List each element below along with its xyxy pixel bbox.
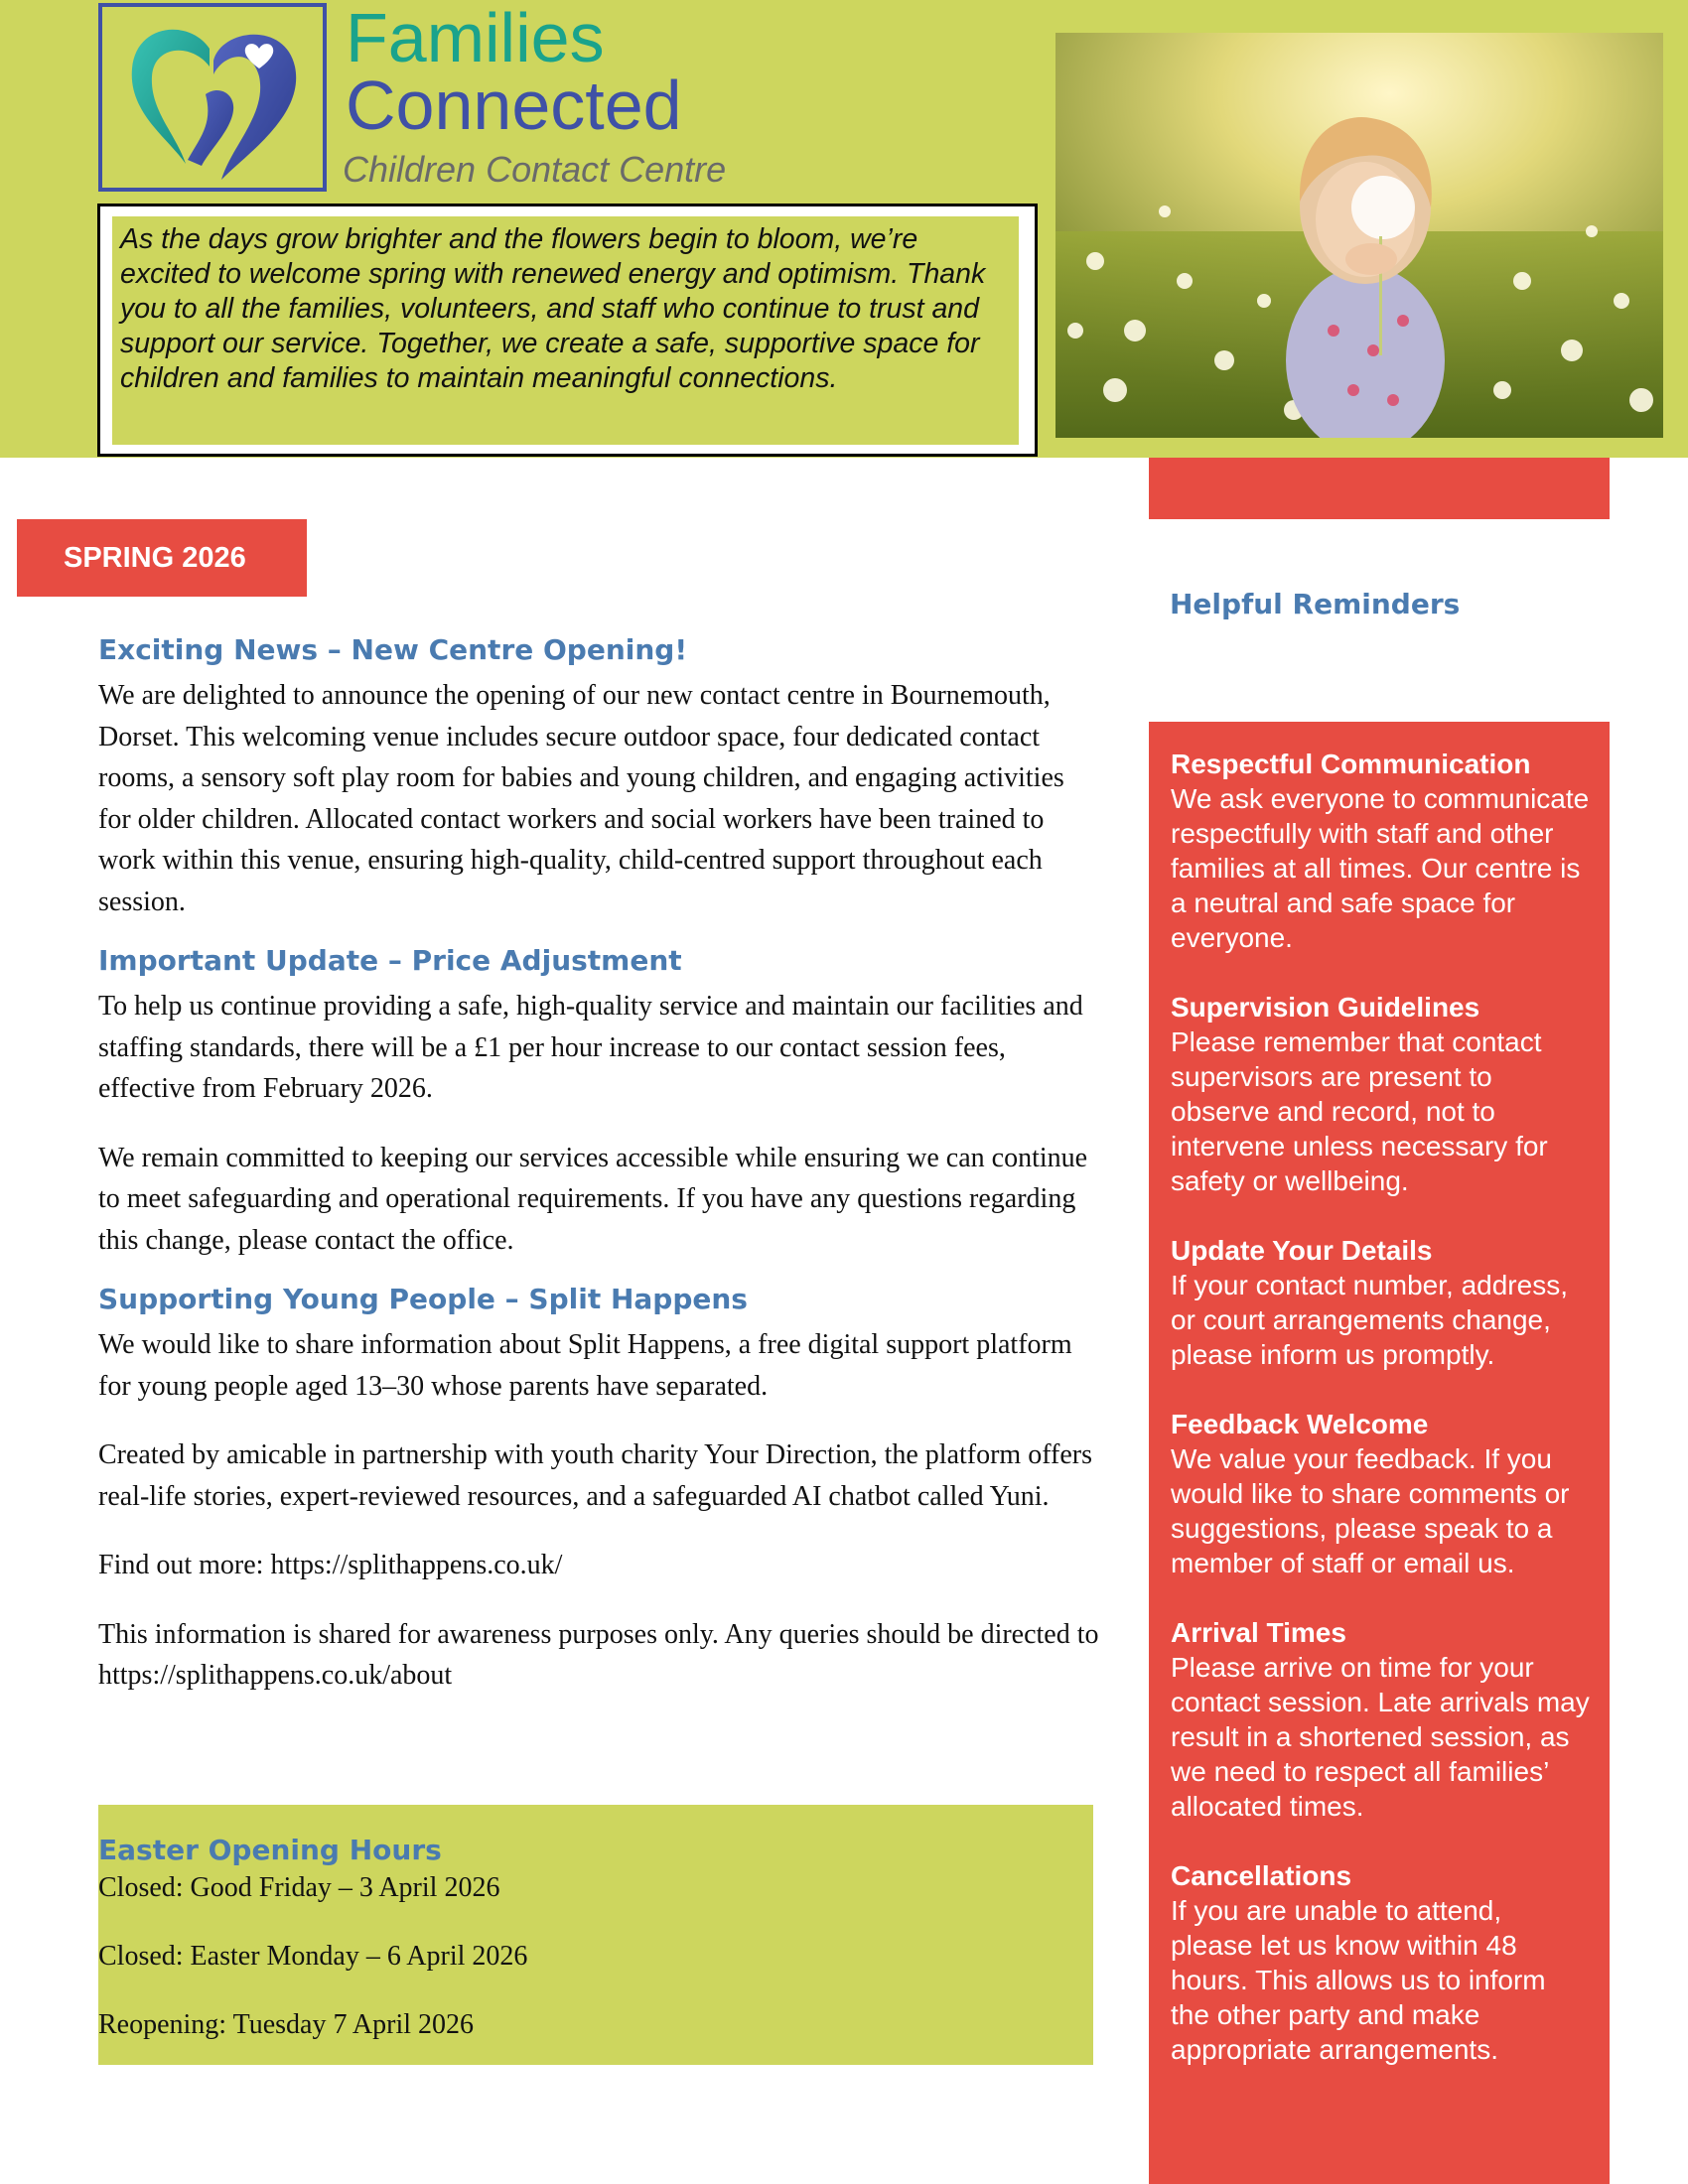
news-body: We are delighted to announce the opening of our new contact centre in Bournemouth, Dorset. This welcoming venue includes secure outdoor space, four dedicated contact rooms, a sensory soft play room for babies and young children, and engaging activities for older children. Allocated contact workers and social workers have been trained to work within this venue, ensuring high-quality, child-centred support throughout each session. <box>98 680 1064 917</box>
easter-line: Closed: Easter Monday – 6 April 2026 <box>98 1941 528 1972</box>
intro-box <box>97 204 1038 457</box>
reminder-item <box>1171 747 1590 955</box>
split-happens-details: Created by amicable in partnership with youth charity Your Direction, the platform offers real-life stories, expert-reviewed resources, and a safeguarded AI chatbot called Yuni. <box>98 1439 1092 1512</box>
sidebar-top-tab <box>1149 458 1610 519</box>
reminders-heading: Helpful Reminders <box>1170 588 1461 620</box>
reminder-text: Please arrive on time for your contact session. Late arrivals may result in a shortened session, as we need to respect all families’ allocated times. <box>1171 1652 1590 1822</box>
price-update-heading: Important Update – Price Adjustment <box>98 944 682 977</box>
reminder-item <box>1171 990 1590 1198</box>
reminder-text: If your contact number, address, or court arrangements change, please inform us promptly. <box>1171 1270 1568 1370</box>
price-update-body: To help us continue providing a safe, high-quality service and maintain our facilities and staffing standards, there will be a £1 per hour increase to our contact session fees, effective from February 2026. <box>98 991 1083 1104</box>
reminder-heading: Feedback Welcome <box>1171 1409 1429 1439</box>
reminders-sidebar <box>1149 722 1610 2184</box>
reminder-item <box>1171 1615 1590 1824</box>
reminder-heading: Update Your Details <box>1171 1235 1433 1266</box>
easter-line: Closed: Good Friday – 3 April 2026 <box>98 1872 500 1903</box>
split-happens-link[interactable]: Find out more: https://splithappens.co.uk/ <box>98 1550 563 1580</box>
reminder-heading: Cancellations <box>1171 1860 1352 1891</box>
heart-hands-logo-icon <box>110 15 315 188</box>
reminder-item <box>1171 1407 1590 1580</box>
split-happens-intro: We would like to share information about Split Happens, a free digital support platform for young people aged 13–30 whose parents have separated. <box>98 1329 1072 1402</box>
hero-photo-child-dandelion <box>1055 33 1663 438</box>
season-badge: SPRING 2026 <box>17 519 307 597</box>
reminder-item <box>1171 1858 1590 2067</box>
reminder-heading: Arrival Times <box>1171 1617 1346 1648</box>
reminder-item <box>1171 1233 1590 1372</box>
reminder-text: If you are unable to attend, please let us know within 48 hours. This allows us to inform the other party and make appropriate arrangements. <box>1171 1895 1546 2065</box>
reminder-text: We value your feedback. If you would like to share comments or suggestions, please speak to a member of staff or email us. <box>1171 1443 1570 1578</box>
brand-line-connected: Connected <box>346 67 682 144</box>
reminder-text: Please remember that contact supervisors are present to observe and record, not to intervene unless necessary for safety or wellbeing. <box>1171 1026 1548 1196</box>
news-heading: Exciting News – New Centre Opening! <box>98 633 688 666</box>
logo <box>98 3 327 192</box>
brand-line-families: Families <box>346 0 605 76</box>
reminder-text: We ask everyone to communicate respectfully with staff and other families at all times. Our centre is a neutral and safe space for everyone. <box>1171 783 1590 953</box>
price-commitment-body: We remain committed to keeping our services accessible while ensuring we can continue to meet safeguarding and operational requirements. If you have any questions regarding this change, please contact the office. <box>98 1142 1088 1256</box>
intro-text: As the days grow brighter and the flowers begin to bloom, we’re excited to welcome spring with renewed energy and optimism. Thank you to all the families, volunteers, and staff who continue to trust and support our service. Together, we create a safe, supportive space for children and families to maintain meaningful connections. <box>120 223 986 394</box>
easter-heading: Easter Opening Hours <box>98 1834 442 1866</box>
reminder-heading: Supervision Guidelines <box>1171 992 1480 1023</box>
split-happens-heading: Supporting Young People – Split Happens <box>98 1283 748 1315</box>
brand-subtitle: Children Contact Centre <box>343 149 727 190</box>
brand-name <box>346 0 682 144</box>
reminder-heading: Respectful Communication <box>1171 749 1531 779</box>
easter-line: Reopening: Tuesday 7 April 2026 <box>98 2009 475 2040</box>
split-happens-disclaimer: This information is shared for awareness purposes only. Any queries should be directed to https://splithappens.co.uk/about <box>98 1618 1099 1691</box>
easter-hours-box <box>98 1805 1093 2065</box>
main-content <box>98 625 1101 1697</box>
intro-box-fill <box>112 216 1019 445</box>
